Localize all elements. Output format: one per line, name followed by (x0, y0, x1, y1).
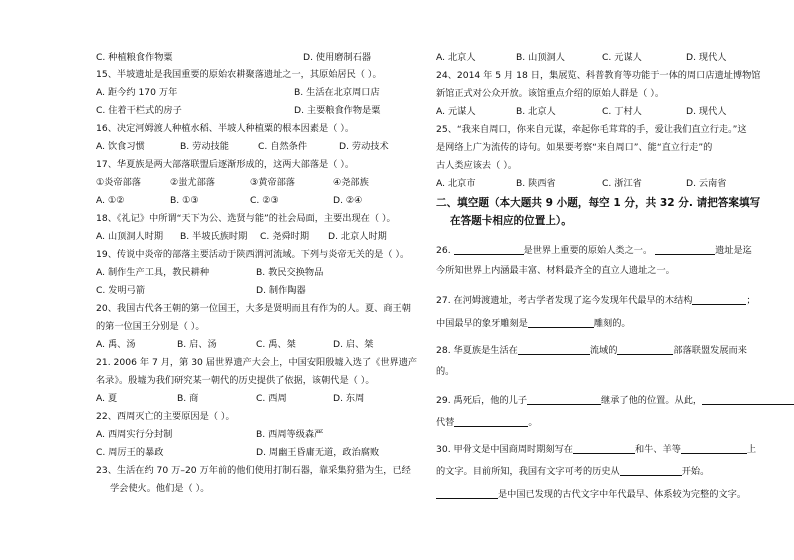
q27-line2 (436, 317, 631, 330)
q19-option-b: B. 教民交换物品 (256, 267, 324, 278)
q16-option-c: C. 自然条件 (258, 141, 308, 152)
q19-option-c: C. 发明弓箭 (96, 285, 146, 296)
q15-stem: 15、半坡遗址是我国重要的原始农耕聚落遗址之一，其原始居民（ ）。 (96, 69, 382, 80)
q21-stem-line2: 名录》。殷墟为我们研究某一朝代的历史提供了依据，该朝代是（ ）。 (96, 375, 375, 386)
q25-option-a: A. 北京市 (436, 178, 476, 189)
q30-blank-3[interactable] (620, 465, 682, 476)
q25-stem-line3: 古人类应该去（ ）。 (436, 160, 518, 171)
q29-text-1: 29. 禹死后，他的儿子 (436, 395, 528, 406)
q15-option-c: C. 住着干栏式的房子 (96, 105, 182, 116)
q23-stem-line1: 23、生活在约 70 万–20 万年前的他们使用打制石器，靠采集狩猎为生，已经 (96, 465, 411, 476)
q26-blank-1[interactable] (454, 244, 524, 255)
q22-option-a: A. 西周实行分封制 (96, 429, 173, 440)
q29-blank-2[interactable] (702, 394, 794, 405)
q26-line2: 今所知世界上内涵最丰富、材料最齐全的直立人遗址之一。 (436, 265, 675, 276)
q28-blank-2[interactable] (617, 344, 673, 355)
q30-blank-2[interactable] (681, 443, 747, 454)
q26-text-2: 遗址是迄 (715, 245, 752, 256)
q21-option-a: A. 夏 (96, 393, 118, 404)
q18-option-d: D. 北京人时期 (328, 231, 387, 242)
q28-line2: 的。 (436, 366, 455, 377)
q20-option-a: A. 禹、汤 (96, 339, 136, 350)
q28-line1 (436, 344, 747, 357)
q20-option-b: B. 启、汤 (177, 339, 217, 350)
q16-stem: 16、决定河姆渡人种植水稻、半坡人种植粟的根本因素是（ ）。 (96, 123, 355, 134)
q19-stem: 19、传说中炎帝的部落主要活动于陕西渭河流域。下列与炎帝无关的是（ ）。 (96, 249, 410, 260)
q27-blank-2[interactable] (528, 317, 594, 328)
q30-text-2: 和牛、羊等 (634, 444, 681, 455)
q27-text-4: 雕刻的。 (593, 318, 631, 329)
q16-option-b: B. 劳动技能 (180, 141, 229, 152)
q21-stem-line1: 21. 2006 年 7 月，第 30 届世界遗产大会上，中国安阳殷墟入选了《世界遗产 (96, 357, 418, 368)
q16-option-a: A. 饮食习惯 (96, 141, 145, 152)
q30-blank-1[interactable] (573, 443, 635, 454)
q22-stem: 22、西周灭亡的主要原因是（ ）。 (96, 411, 235, 422)
q27-blank-1[interactable] (692, 294, 746, 305)
q24-option-b: B. 北京人 (516, 106, 556, 117)
q20-option-d: D. 启、桀 (333, 339, 374, 350)
q28-text-2: 流域的 (589, 345, 618, 356)
q27-text-2: ； (746, 295, 756, 306)
q29-text-3: 代替 (436, 417, 455, 428)
q29-blank-3[interactable] (454, 416, 528, 427)
q22-option-c: C. 周厉王的暴政 (96, 447, 164, 458)
q23-option-b: B. 山顶洞人 (516, 52, 565, 63)
q17-choice-2: ②蚩尤部落 (170, 177, 215, 188)
q30-text-1: 30. 甲骨文是中国商周时期刻写在 (436, 444, 573, 455)
q29-blank-1[interactable] (527, 394, 601, 405)
q21-option-c: C. 西周 (256, 393, 287, 404)
q29-line2 (436, 416, 538, 429)
q25-stem-line2: 是网络上广为流传的诗句。如果要考察“来自周口”、能“直立行走”的 (436, 142, 713, 153)
q22-option-d: D. 周幽王昏庸无道，政治腐败 (256, 447, 380, 458)
q24-option-a: A. 元谋人 (436, 106, 476, 117)
q17-stem: 17、华夏族是两大部落联盟后逐渐形成的，这两大部落是（ ）。 (96, 159, 355, 170)
q30-text-4: 的文字。目前所知，我国有文字可考的历史从 (436, 466, 620, 477)
q30-line1 (436, 443, 756, 456)
q30-text-6: 是中国已发现的古代文字中年代最早、体系较为完整的文字。 (498, 489, 747, 500)
q21-option-b: B. 商 (177, 393, 199, 404)
q25-option-c: C. 浙江省 (602, 178, 642, 189)
q30-text-3: 上 (746, 444, 757, 455)
q30-line2 (436, 465, 709, 478)
q23-stem-line2: 学会使火。他们是（ ）。 (110, 483, 210, 494)
q18-stem: 18、《礼记》中所谓“天下为公、选贤与能”的社会局面，主要出现在（ ）。 (96, 213, 396, 224)
q25-option-b: B. 陕西省 (516, 178, 556, 189)
q17-option-b: B. ①③ (170, 195, 199, 206)
q15-option-a: A. 距今约 170 万年 (96, 87, 178, 98)
q20-option-c: C. 禹、桀 (256, 339, 296, 350)
q17-choice-4: ④尧部族 (333, 177, 369, 188)
q20-stem-line2: 的第一位国王分别是（ ）。 (96, 321, 205, 332)
q14-option-d: D. 使用磨制石器 (303, 52, 372, 63)
q20-stem-line1: 20、我国古代各王朝的第一位国王，大多是贤明而且有作为的人。夏、商王朝 (96, 303, 411, 314)
q24-option-c: C. 丁村人 (602, 106, 642, 117)
q24-option-d: D. 现代人 (686, 106, 727, 117)
q17-choice-1: ①炎帝部落 (96, 177, 141, 188)
q17-choice-3: ③黄帝部落 (250, 177, 295, 188)
q21-option-d: D. 东周 (333, 393, 365, 404)
q15-option-b: B. 生活在北京周口店 (294, 87, 380, 98)
q17-option-a: A. ①② (96, 195, 125, 206)
q29-text-2: 继承了他的位置。从此， (601, 395, 703, 406)
section-2-heading-line2: 在答题卡相应的位置上）。 (450, 215, 572, 227)
q30-text-5: 开始。 (681, 466, 710, 477)
q24-stem-line2: 新馆正式对公众开放。该馆重点介绍的原始人群是（ ）。 (436, 88, 665, 99)
q17-option-d: D. ②④ (333, 195, 363, 206)
q27-line1 (436, 294, 756, 307)
q18-option-c: C. 尧舜时期 (260, 231, 310, 242)
q29-text-4: 。 (528, 417, 538, 428)
q18-option-b: B. 半坡氏族时期 (180, 231, 248, 242)
q29-line1 (436, 394, 794, 407)
q30-blank-4[interactable] (436, 488, 498, 499)
q23-option-c: C. 元谋人 (602, 52, 642, 63)
q17-option-c: C. ②③ (250, 195, 279, 206)
q22-option-b: B. 西周等级森严 (256, 429, 324, 440)
q15-option-d: D. 主要粮食作物是粟 (294, 105, 381, 116)
q28-blank-1[interactable] (518, 344, 590, 355)
section-2-heading-line1: 二、填空题（本大题共 9 小题，每空 1 分，共 32 分. 请把答案填写 (436, 197, 761, 209)
q26-text-1: 是世界上重要的原始人类之一。 (523, 245, 653, 256)
q23-option-d: D. 现代人 (686, 52, 727, 63)
q27-text-3: 中国最早的象牙雕刻是 (436, 318, 528, 329)
q28-text-3: 部落联盟发展而来 (673, 345, 747, 356)
q26-number: 26. (436, 245, 451, 256)
q16-option-d: D. 劳动技术 (339, 141, 389, 152)
q19-option-d: D. 制作陶器 (256, 285, 306, 296)
q30-line3 (436, 488, 746, 501)
q27-text-1: 27. 在河姆渡遗址，考古学者发现了迄今发现年代最早的木结构 (436, 295, 693, 306)
q28-text-1: 28. 华夏族是生活在 (436, 345, 518, 356)
q25-option-d: D. 云南省 (686, 178, 727, 189)
q14-option-c: C. 种植粮食作物粟 (96, 52, 173, 63)
q19-option-a: A. 制作生产工具，教民耕种 (96, 267, 210, 278)
q26-line1 (436, 244, 752, 257)
q26-blank-2[interactable] (655, 244, 715, 255)
q23-option-a: A. 北京人 (436, 52, 476, 63)
q25-stem-line1: 25、“我来自周口，你来自元谋，牵起你毛茸茸的手，爱让我们直立行走。”这 (436, 124, 747, 135)
q24-stem-line1: 24、2014 年 5 月 18 日，集展览、科普教育等功能于一体的周口店遗址博物馆 (436, 70, 761, 81)
q18-option-a: A. 山顶洞人时期 (96, 231, 164, 242)
